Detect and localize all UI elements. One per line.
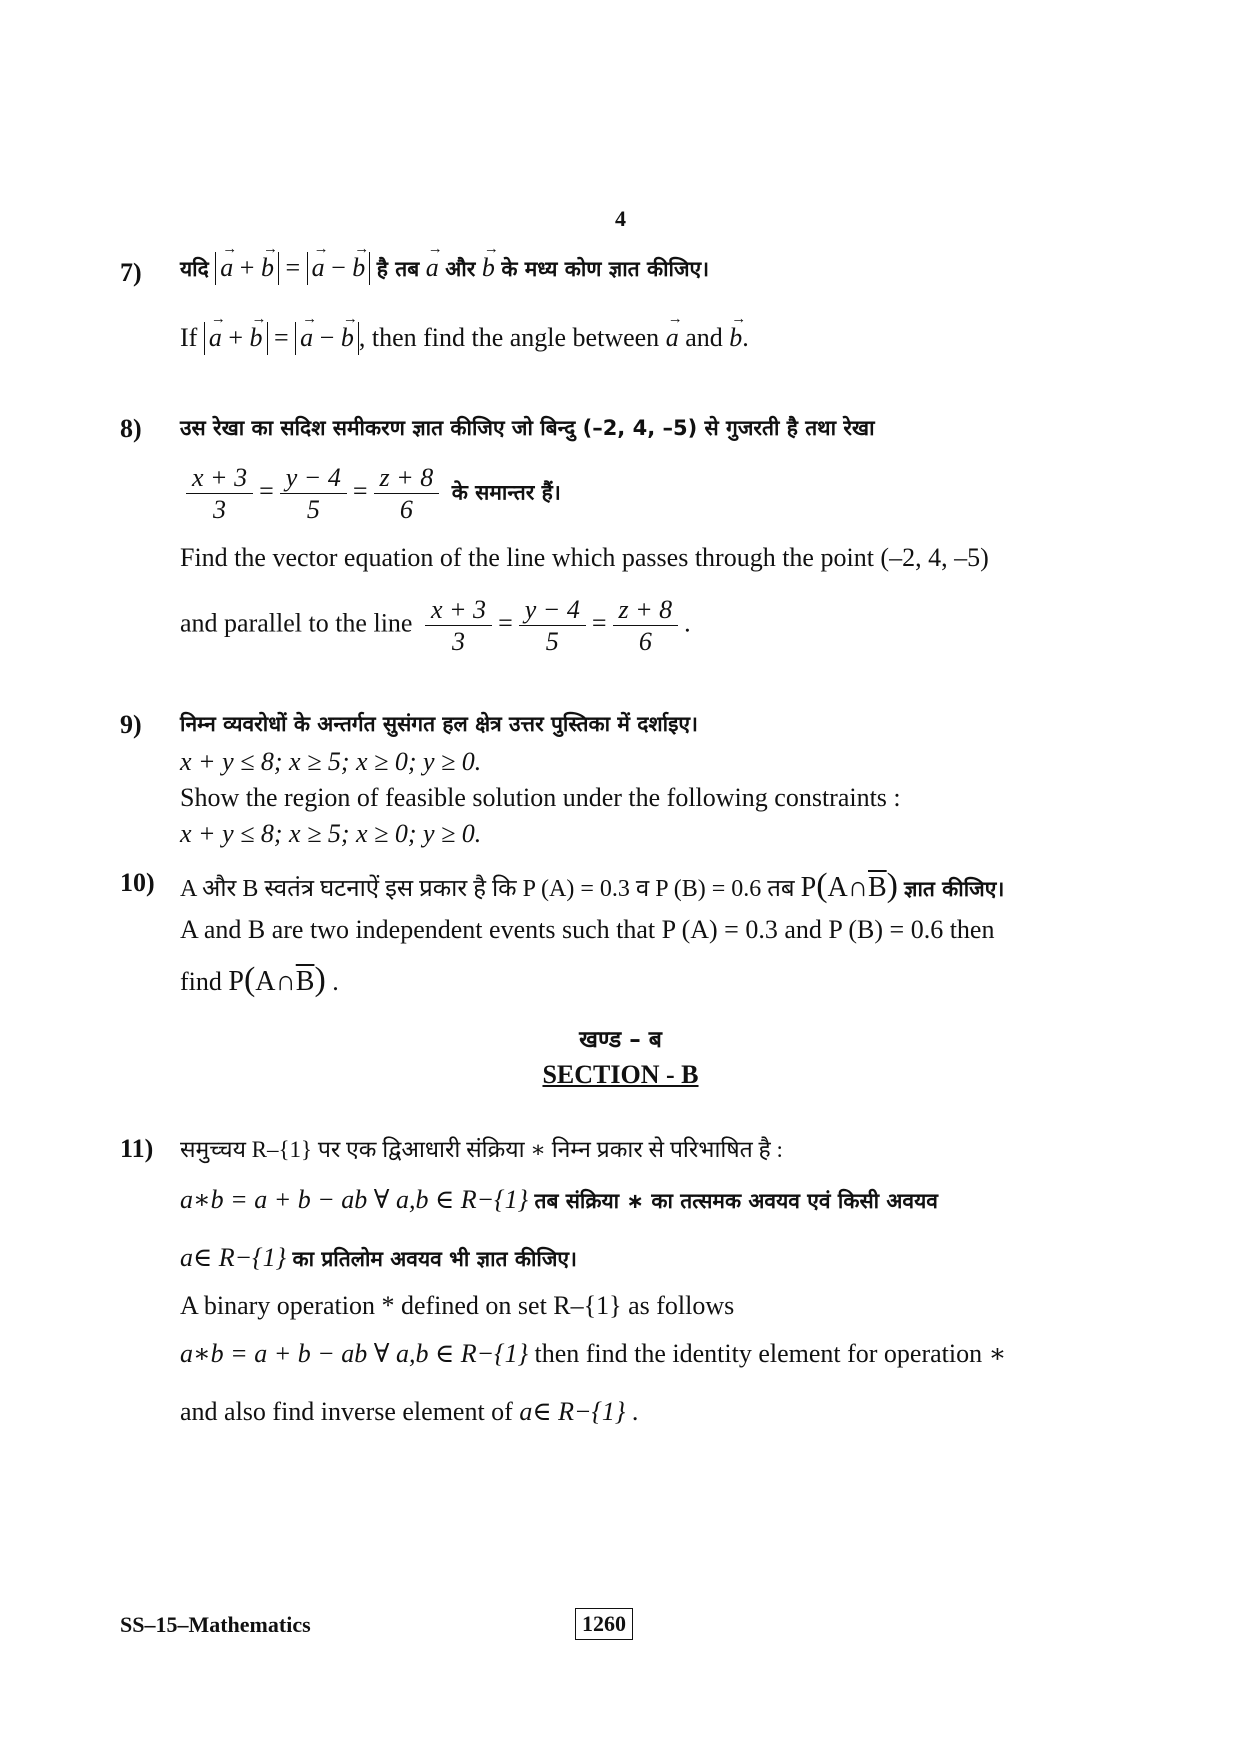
question-10-hindi: A और B स्वतंत्र घटनाऐं इस प्रकार है कि P (A) = 0.3 व P (B) = 0.6 तब $P(A\cap\overline{B})$ ज्ञात कीजिए। <box>180 867 1005 904</box>
q11-elem-expr: a∈ R−{1} <box>180 1243 286 1272</box>
footer-code-box: 1260 <box>575 1608 633 1640</box>
q11-en-def-expr: a∗b = a + b − ab ∀ a,b ∈ R−{1} <box>180 1339 528 1368</box>
section-title-english: SECTION - B <box>542 1060 699 1089</box>
question-10-english-line2: find $P(A\cap\overline{B})$ . <box>180 961 339 998</box>
q7-en-end: . <box>742 323 749 352</box>
question-11-english-line3 <box>180 1396 638 1427</box>
q11-en-elem-expr: a∈ R−{1} <box>519 1397 626 1426</box>
q8-hi-suffix: के समान्तर हैं। <box>451 480 561 505</box>
q11-en-line3-prefix: and also find inverse element of <box>180 1397 513 1426</box>
q7-en-and: and <box>685 323 723 352</box>
q10-en-prefix: find <box>180 967 222 996</box>
q11-hi-line2-suffix: तब संक्रिया ∗ का तत्समक अवयव एवं किसी अवयव <box>534 1189 938 1213</box>
question-8-english-line2: and parallel to the line $\frac{x + 3}{3}$ = $\frac{y - 4}{5}$ = $\frac{z + 8}{6}$ . <box>180 595 691 657</box>
question-8-hindi-line2: $\frac{x + 3}{3}$ = $\frac{y - 4}{5}$ = $\frac{z + 8}{6}$ के समान्तर हैं। <box>180 462 561 525</box>
question-8-number: 8) <box>120 414 142 443</box>
q10-hi-prefix: A और B स्वतंत्र घटनाऐं इस प्रकार है कि P (A) = 0.3 व P (B) = 0.6 तब <box>180 876 795 902</box>
question-8-hindi-line1: उस रेखा का सदिश समीकरण ज्ञात कीजिए जो बिन्दु (–2, 4, –5) से गुजरती है तथा रेखा <box>180 416 875 440</box>
question-9-english: Show the region of feasible solution under the following constraints : <box>180 783 901 812</box>
q11-def-expr: a∗b = a + b − ab ∀ a,b ∈ R−{1} <box>180 1185 528 1214</box>
abs-a-minus-b: → a − → b <box>307 252 371 285</box>
fraction-x: $\frac{x + 3}{3}$ <box>186 462 253 525</box>
question-11-hindi-line3 <box>180 1242 577 1273</box>
q7-hi-mid: है तब <box>376 257 420 281</box>
question-9-hindi: निम्न व्यवरोधों के अन्तर्गत सुसंगत हल क्षेत्र उत्तर पुस्तिका में दर्शाइए। <box>180 712 698 736</box>
q7-en-mid: , then find the angle between <box>358 323 660 352</box>
fraction-y: $\frac{y - 4}{5}$ <box>280 462 347 525</box>
question-11-hindi-line2 <box>180 1184 938 1215</box>
abs-a-plus-b: → a + → b <box>215 252 279 285</box>
question-7-number: 7) <box>120 258 142 287</box>
question-9-number: 9) <box>120 710 142 739</box>
question-9-constraints-hi: x + y ≤ 8; x ≥ 5; x ≥ 0; y ≥ 0. <box>180 747 482 776</box>
question-10-english-line1: A and B are two independent events such that P (A) = 0.3 and P (B) = 0.6 then <box>180 915 995 944</box>
q8-en-prefix: and parallel to the line <box>180 608 413 638</box>
q11-en-line2-suffix: then find the identity element for operation ∗ <box>534 1339 1007 1368</box>
q7-hi-and: और <box>445 257 476 281</box>
question-7-hindi: यदि → a + → b = → a − → b है तब → a और → b के मध्य कोण ज्ञात कीजिए। <box>180 252 709 285</box>
question-11-english-line1: A binary operation * defined on set R–{1} as follows <box>180 1291 735 1320</box>
page-number: 4 <box>615 206 626 231</box>
question-11-hindi-line1: समुच्चय R–{1} पर एक द्विआधारी संक्रिया ∗ निम्न प्रकार से परिभाषित है : <box>180 1137 783 1162</box>
question-10-number: 10) <box>120 868 155 897</box>
question-11-english-line2 <box>180 1338 1006 1369</box>
question-8-english-line1: Find the vector equation of the line which passes through the point (–2, 4, –5) <box>180 543 989 572</box>
q7-en-prefix: If <box>180 323 198 352</box>
q7-hi-prefix: यदि <box>180 257 209 281</box>
section-title-hindi: खण्ड – ब <box>579 1027 662 1053</box>
footer-subject: SS–15–Mathematics <box>120 1612 311 1637</box>
q7-hi-suffix: के मध्य कोण ज्ञात कीजिए। <box>501 257 710 281</box>
question-11-number: 11) <box>120 1134 154 1163</box>
fraction-z: $\frac{z + 8}{6}$ <box>374 462 440 525</box>
question-7-english: If → a + → b = → a − → b , then find the angle between → a and → b. <box>180 322 749 355</box>
q10-hi-suffix: ज्ञात कीजिए। <box>904 877 1005 901</box>
q11-en-line3-suffix: . <box>631 1397 639 1426</box>
question-9-constraints-en: x + y ≤ 8; x ≥ 5; x ≥ 0; y ≥ 0. <box>180 819 482 848</box>
q11-hi-line3-suffix: का प्रतिलोम अवयव भी ज्ञात कीजिए। <box>292 1247 577 1271</box>
